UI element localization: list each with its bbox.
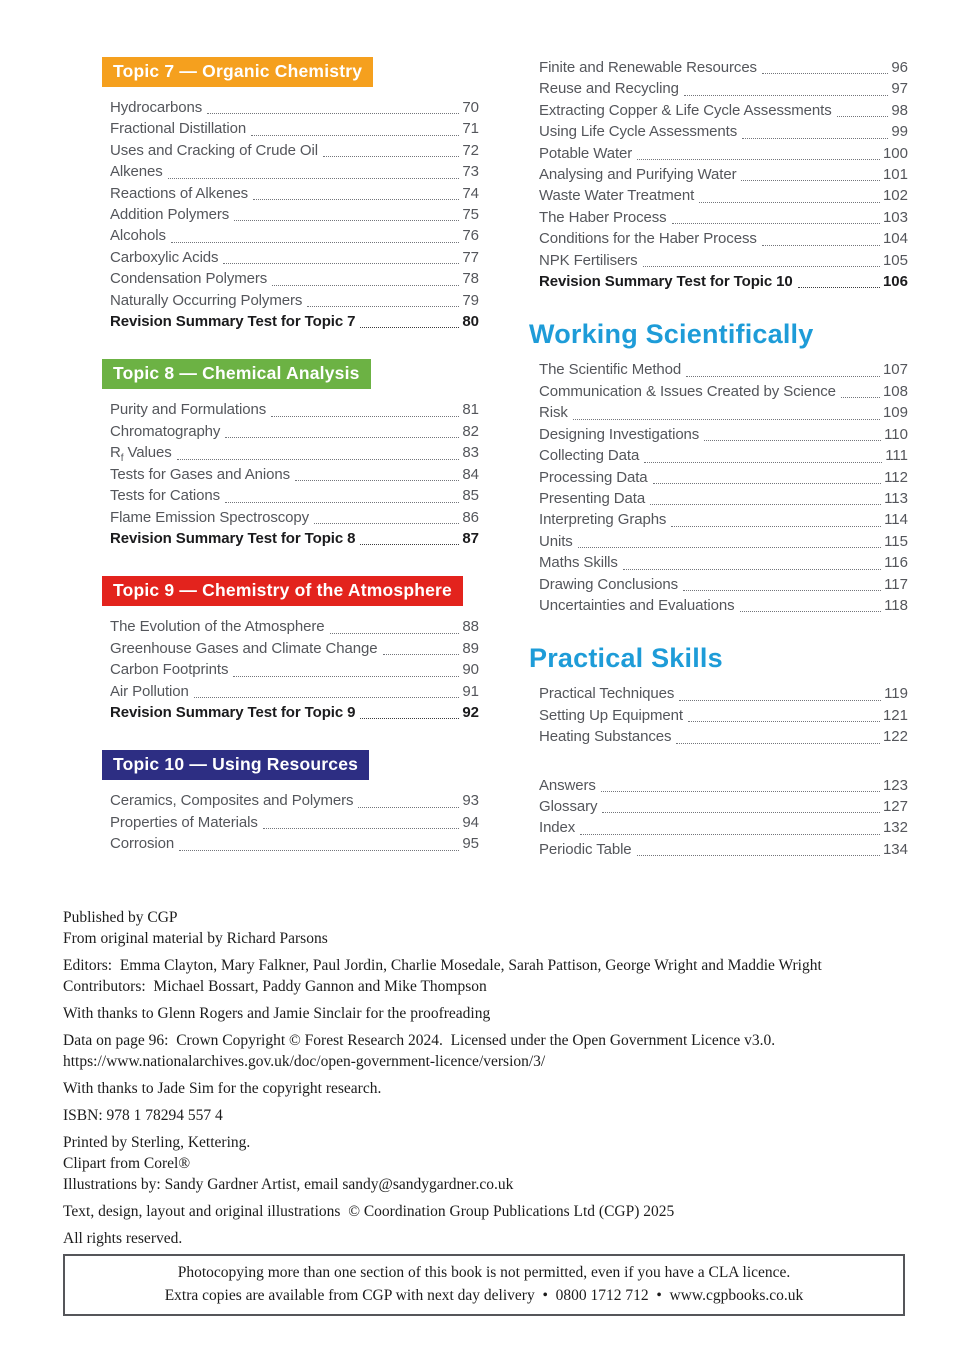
toc-entry-page: 75 xyxy=(462,206,479,224)
toc-entry xyxy=(102,528,479,549)
dotted-leader xyxy=(679,700,881,701)
toc-section-topic10 xyxy=(102,750,479,854)
dotted-leader xyxy=(360,327,459,328)
toc-entry-page: 105 xyxy=(882,251,908,269)
toc-entry-page: 84 xyxy=(462,465,479,483)
photocopying-notice-box xyxy=(63,1254,905,1316)
table-of-contents xyxy=(102,57,912,860)
toc-entry-label: $R_f$ Values xyxy=(110,444,172,465)
dotted-leader xyxy=(601,791,880,792)
colophon-paragraph xyxy=(63,955,911,997)
dotted-leader xyxy=(307,306,459,307)
toc-entry xyxy=(531,683,908,704)
toc-entry-label: Corrosion xyxy=(110,835,175,853)
toc-entry-label: Processing Data xyxy=(539,468,648,486)
toc-column-right xyxy=(531,57,908,860)
dotted-leader xyxy=(177,459,460,460)
toc-section-practical-skills xyxy=(531,643,908,747)
toc-entry-label: Alkenes xyxy=(110,163,163,181)
dotted-leader xyxy=(360,544,459,545)
dotted-leader xyxy=(573,419,880,420)
dotted-leader xyxy=(699,202,880,203)
toc-entry xyxy=(102,311,479,332)
toc-entry xyxy=(102,140,479,161)
toc-entry-page: 110 xyxy=(884,425,908,443)
toc-entry-label: Carboxylic Acids xyxy=(110,248,219,266)
toc-entry-label: Alcohols xyxy=(110,227,166,245)
toc-entry xyxy=(531,143,908,164)
toc-entry-label: Collecting Data xyxy=(539,447,640,465)
toc-entry-page: 76 xyxy=(462,227,479,245)
toc-entry-page: 107 xyxy=(882,361,908,379)
toc-entry-page: 103 xyxy=(882,208,908,226)
toc-entry-page: 93 xyxy=(462,792,479,810)
toc-entry xyxy=(531,78,908,99)
toc-entry-label: Air Pollution xyxy=(110,682,189,700)
dotted-leader xyxy=(650,504,881,505)
toc-entry xyxy=(102,204,479,225)
toc-entry xyxy=(531,271,908,292)
toc-entry-label: Purity and Formulations xyxy=(110,401,267,419)
toc-entry-page: 71 xyxy=(462,120,479,138)
dotted-leader xyxy=(360,718,459,719)
toc-entry-label: Flame Emission Spectroscopy xyxy=(110,508,310,526)
toc-entry-page: 88 xyxy=(462,618,479,636)
toc-entry-page: 109 xyxy=(882,404,908,422)
dotted-leader xyxy=(330,633,460,634)
dotted-leader xyxy=(841,397,880,398)
dotted-leader xyxy=(578,547,881,548)
toc-entry-label: Using Life Cycle Assessments xyxy=(539,123,738,141)
toc-entry-page: 78 xyxy=(462,270,479,288)
toc-entry-label: Reuse and Recycling xyxy=(539,80,679,98)
toc-entry-label: Reactions of Alkenes xyxy=(110,184,249,202)
toc-entry-page: 101 xyxy=(882,166,908,184)
colophon-line: Contributors: Michael Bossart, Paddy Gannon and Mike Thompson xyxy=(63,978,487,995)
notice-line: Extra copies are available from CGP with next day delivery • 0800 1712 712 • www.cgpbooks.co.uk xyxy=(164,1287,804,1304)
colophon-line: All rights reserved. xyxy=(63,1230,183,1247)
toc-entry-page: 123 xyxy=(882,776,908,794)
colophon-line: Clipart from Corel® xyxy=(63,1155,191,1172)
toc-entry-label: Interpreting Graphs xyxy=(539,511,667,529)
toc-entry-label: NPK Fertilisers xyxy=(539,251,638,269)
colophon-paragraph xyxy=(63,1201,911,1222)
toc-entry xyxy=(102,659,479,680)
dotted-leader xyxy=(686,376,880,377)
toc-entry-label: Communication & Issues Created by Science xyxy=(539,382,836,400)
toc-entry-label: Presenting Data xyxy=(539,489,646,507)
toc-entry-page: 82 xyxy=(462,422,479,440)
colophon-line: With thanks to Jade Sim for the copyright research. xyxy=(63,1080,382,1097)
toc-entry xyxy=(102,399,479,420)
toc-entry-label: The Scientific Method xyxy=(539,361,682,379)
toc-entry-page: 116 xyxy=(884,554,908,572)
toc-entry xyxy=(531,359,908,380)
toc-entry-page: 98 xyxy=(891,101,908,119)
colophon-line: Published by CGP xyxy=(63,909,178,926)
toc-entry-label: Revision Summary Test for Topic 7 xyxy=(110,313,356,331)
dotted-leader xyxy=(672,223,880,224)
dotted-leader xyxy=(225,502,459,503)
dotted-leader xyxy=(653,483,882,484)
toc-entry-label: Uncertainties and Evaluations xyxy=(539,596,735,614)
toc-entry xyxy=(102,507,479,528)
toc-entry xyxy=(531,775,908,796)
toc-entry xyxy=(102,616,479,637)
colophon-paragraph xyxy=(63,907,911,949)
dotted-leader xyxy=(358,807,459,808)
dotted-leader xyxy=(253,199,459,200)
dotted-leader xyxy=(637,159,880,160)
toc-entry-page: 86 xyxy=(462,508,479,526)
dotted-leader xyxy=(234,220,459,221)
toc-entry-label: Condensation Polymers xyxy=(110,270,268,288)
toc-entry-page: 73 xyxy=(462,163,479,181)
toc-entry-page: 85 xyxy=(462,487,479,505)
dotted-leader xyxy=(251,135,459,136)
colophon-paragraph xyxy=(63,1132,911,1195)
toc-entry xyxy=(102,118,479,139)
toc-section-topic8 xyxy=(102,359,479,549)
toc-entry-page: 106 xyxy=(882,273,908,291)
toc-entry-label: Finite and Renewable Resources xyxy=(539,59,757,76)
toc-entry-page: 97 xyxy=(891,80,908,98)
toc-entry-page: 72 xyxy=(462,141,479,159)
toc-entry xyxy=(531,121,908,142)
toc-entry-label: Tests for Gases and Anions xyxy=(110,465,291,483)
toc-entry-label: Hydrocarbons xyxy=(110,99,203,116)
colophon xyxy=(63,907,911,1255)
toc-entry xyxy=(102,812,479,833)
toc-entry-page: 79 xyxy=(462,291,479,309)
toc-entry-page: 91 xyxy=(462,682,479,700)
toc-entry-page: 89 xyxy=(462,639,479,657)
toc-entry-page: 127 xyxy=(882,797,908,815)
toc-entry xyxy=(102,290,479,311)
dotted-leader xyxy=(688,721,880,722)
toc-entry-label: Periodic Table xyxy=(539,840,632,858)
toc-entry-label: Ceramics, Composites and Polymers xyxy=(110,792,354,810)
dotted-leader xyxy=(580,834,880,835)
toc-column-left xyxy=(102,57,479,860)
toc-entry-label: Analysing and Purifying Water xyxy=(539,166,737,184)
toc-entry-page: 81 xyxy=(462,401,479,419)
toc-entry xyxy=(102,247,479,268)
toc-entry-page: 77 xyxy=(462,248,479,266)
toc-entry xyxy=(102,421,479,442)
colophon-line: Printed by Sterling, Kettering. xyxy=(63,1134,251,1151)
colophon-paragraph xyxy=(63,1030,911,1072)
dotted-leader xyxy=(263,828,460,829)
colophon-line: ISBN: 978 1 78294 557 4 xyxy=(63,1107,223,1124)
colophon-line: With thanks to Glenn Rogers and Jamie Sinclair for the proofreading xyxy=(63,1005,491,1022)
toc-entry-label: Uses and Cracking of Crude Oil xyxy=(110,141,318,159)
dotted-leader xyxy=(683,590,881,591)
toc-section-working-scientifically xyxy=(531,319,908,616)
toc-entry-page: 90 xyxy=(462,661,479,679)
toc-entry xyxy=(102,97,479,118)
toc-entry-label: The Evolution of the Atmosphere xyxy=(110,618,325,636)
toc-entry xyxy=(531,381,908,402)
toc-entry xyxy=(531,509,908,530)
toc-entry xyxy=(531,402,908,423)
section-banner-topic10: Topic 10 — Using Resources xyxy=(102,750,369,780)
toc-entry-label: Tests for Cations xyxy=(110,487,221,505)
toc-entry-page: 113 xyxy=(884,489,908,507)
toc-entry xyxy=(531,488,908,509)
toc-entry-page: 80 xyxy=(462,313,479,331)
section-banner-topic9: Topic 9 — Chemistry of the Atmosphere xyxy=(102,576,463,606)
dotted-leader xyxy=(740,611,882,612)
toc-section-topic7 xyxy=(102,57,479,332)
toc-entry-label: Carbon Footprints xyxy=(110,661,229,679)
section-banner-topic7: Topic 7 — Organic Chemistry xyxy=(102,57,373,87)
toc-entry-page: 115 xyxy=(884,532,908,550)
toc-entry-page: 102 xyxy=(882,187,908,205)
dotted-leader xyxy=(704,440,881,441)
toc-entry xyxy=(102,464,479,485)
toc-entry-page: 119 xyxy=(884,685,908,703)
toc-entry xyxy=(531,228,908,249)
toc-entry xyxy=(531,531,908,552)
colophon-line: Data on page 96: Crown Copyright © Forest Research 2024. Licensed under the Open Government Licence v3.0. xyxy=(63,1032,776,1049)
dotted-leader xyxy=(272,285,459,286)
toc-entry-page: 134 xyxy=(882,840,908,858)
dotted-leader xyxy=(837,116,889,117)
colophon-paragraph xyxy=(63,1003,911,1024)
toc-entry xyxy=(531,839,908,860)
toc-entry-label: Setting Up Equipment xyxy=(539,706,683,724)
toc-entry-page: 118 xyxy=(884,596,908,614)
dotted-leader xyxy=(233,676,459,677)
dotted-leader xyxy=(223,263,459,264)
toc-entry-page: 121 xyxy=(882,706,908,724)
toc-section-topic9 xyxy=(102,576,479,723)
toc-entry xyxy=(531,445,908,466)
toc-entry-page: 114 xyxy=(884,511,908,529)
toc-entry xyxy=(102,442,479,463)
toc-entry-label: The Haber Process xyxy=(539,208,667,226)
toc-entry xyxy=(102,681,479,702)
toc-entry-label: Drawing Conclusions xyxy=(539,575,678,593)
dotted-leader xyxy=(798,287,880,288)
toc-entry-label: Addition Polymers xyxy=(110,206,230,224)
toc-entry-label: Greenhouse Gases and Climate Change xyxy=(110,639,378,657)
toc-entry xyxy=(531,185,908,206)
toc-entry xyxy=(102,161,479,182)
colophon-paragraph xyxy=(63,1228,911,1249)
toc-entry-page: 111 xyxy=(885,447,908,465)
toc-entry-page: 117 xyxy=(884,575,908,593)
dotted-leader xyxy=(295,480,459,481)
dotted-leader xyxy=(383,654,460,655)
toc-entry-label: Revision Summary Test for Topic 10 xyxy=(539,273,793,291)
toc-entry-page: 104 xyxy=(882,230,908,248)
toc-entry-label: Index xyxy=(539,819,576,837)
colophon-paragraph xyxy=(63,1078,911,1099)
section-banner-topic8: Topic 8 — Chemical Analysis xyxy=(102,359,371,389)
section-heading-practical-skills: Practical Skills xyxy=(529,643,723,674)
dotted-leader xyxy=(742,138,888,139)
toc-entry xyxy=(102,183,479,204)
dotted-leader xyxy=(179,850,459,851)
toc-entry-label: Designing Investigations xyxy=(539,425,700,443)
dotted-leader xyxy=(271,416,459,417)
toc-entry-page: 96 xyxy=(891,59,908,76)
toc-entry-label: Waste Water Treatment xyxy=(539,187,695,205)
section-heading-working-scientifically: Working Scientifically xyxy=(529,319,814,350)
toc-entry-page: 99 xyxy=(891,123,908,141)
colophon-line: https://www.nationalarchives.gov.uk/doc/open-government-licence/version/3/ xyxy=(63,1053,546,1070)
dotted-leader xyxy=(644,462,882,463)
dotted-leader xyxy=(171,242,459,243)
toc-entry xyxy=(531,100,908,121)
colophon-paragraph xyxy=(63,1105,911,1126)
dotted-leader xyxy=(637,855,880,856)
notice-line: Photocopying more than one section of this book is not permitted, even if you have a CLA licence. xyxy=(177,1264,791,1281)
toc-entry xyxy=(531,574,908,595)
dotted-leader xyxy=(314,523,459,524)
toc-entry-label: Glossary xyxy=(539,797,598,815)
toc-entry-page: 132 xyxy=(882,819,908,837)
toc-entry-label: Answers xyxy=(539,776,596,794)
toc-entry-label: Revision Summary Test for Topic 9 xyxy=(110,703,356,721)
dotted-leader xyxy=(741,180,879,181)
toc-entry-label: Chromatography xyxy=(110,422,221,440)
toc-entry-label: Extracting Copper & Life Cycle Assessments xyxy=(539,101,832,119)
toc-entry xyxy=(531,552,908,573)
dotted-leader xyxy=(323,156,459,157)
toc-entry xyxy=(531,817,908,838)
toc-entry xyxy=(531,250,908,271)
toc-entry-page: 112 xyxy=(884,468,908,486)
toc-entry xyxy=(102,833,479,854)
toc-entry-label: Maths Skills xyxy=(539,554,618,572)
toc-entry xyxy=(531,424,908,445)
dotted-leader xyxy=(671,526,881,527)
toc-entry xyxy=(102,790,479,811)
toc-entry-label: Naturally Occurring Polymers xyxy=(110,291,303,309)
toc-entry xyxy=(531,57,908,78)
dotted-leader xyxy=(643,266,880,267)
colophon-line: Editors: Emma Clayton, Mary Falkner, Paul Jordin, Charlie Mosedale, Sarah Pattison, George Wright and Maddie Wright xyxy=(63,957,822,974)
dotted-leader xyxy=(225,437,459,438)
dotted-leader xyxy=(762,73,888,74)
toc-section-topic10-continued xyxy=(531,57,908,292)
toc-entry-label: Potable Water xyxy=(539,144,633,162)
toc-entry-page: 100 xyxy=(882,144,908,162)
toc-entry-label: Risk xyxy=(539,404,568,422)
toc-entry-label: Properties of Materials xyxy=(110,813,258,831)
toc-entry-label: Units xyxy=(539,532,573,550)
toc-entry xyxy=(102,268,479,289)
toc-entry xyxy=(531,164,908,185)
toc-entry-label: Fractional Distillation xyxy=(110,120,247,138)
toc-entry xyxy=(102,702,479,723)
dotted-leader xyxy=(168,178,460,179)
dotted-leader xyxy=(684,95,888,96)
toc-entry xyxy=(531,207,908,228)
dotted-leader xyxy=(207,113,459,114)
toc-entry-page: 95 xyxy=(462,835,479,853)
toc-entry xyxy=(531,726,908,747)
toc-entry-page: 87 xyxy=(462,529,479,547)
toc-entry xyxy=(102,638,479,659)
dotted-leader xyxy=(194,697,460,698)
toc-entry-label: Practical Techniques xyxy=(539,685,675,703)
toc-entry xyxy=(102,225,479,246)
toc-entry-page: 108 xyxy=(882,382,908,400)
dotted-leader xyxy=(762,245,880,246)
dotted-leader xyxy=(676,743,880,744)
toc-entry-label: Revision Summary Test for Topic 8 xyxy=(110,529,356,547)
toc-entry-label: Heating Substances xyxy=(539,728,672,746)
toc-entry-page: 122 xyxy=(882,728,908,746)
toc-entry xyxy=(531,705,908,726)
toc-entry xyxy=(531,467,908,488)
toc-entry-page: 70 xyxy=(462,99,479,116)
toc-entry xyxy=(102,485,479,506)
colophon-line: From original material by Richard Parsons xyxy=(63,930,328,947)
toc-entry xyxy=(531,796,908,817)
dotted-leader xyxy=(623,569,881,570)
toc-entry-page: 94 xyxy=(462,813,479,831)
toc-entry xyxy=(531,595,908,616)
toc-entry-page: 83 xyxy=(462,444,479,462)
toc-entry-page: 74 xyxy=(462,184,479,202)
toc-entry-label: Conditions for the Haber Process xyxy=(539,230,757,248)
toc-section-end-matter xyxy=(531,775,908,861)
dotted-leader xyxy=(602,812,880,813)
colophon-line: Text, design, layout and original illustrations © Coordination Group Publications Ltd (CGP) 2025 xyxy=(63,1203,675,1220)
colophon-line: Illustrations by: Sandy Gardner Artist, email sandy@sandygardner.co.uk xyxy=(63,1176,514,1193)
toc-entry-page: 92 xyxy=(462,703,479,721)
